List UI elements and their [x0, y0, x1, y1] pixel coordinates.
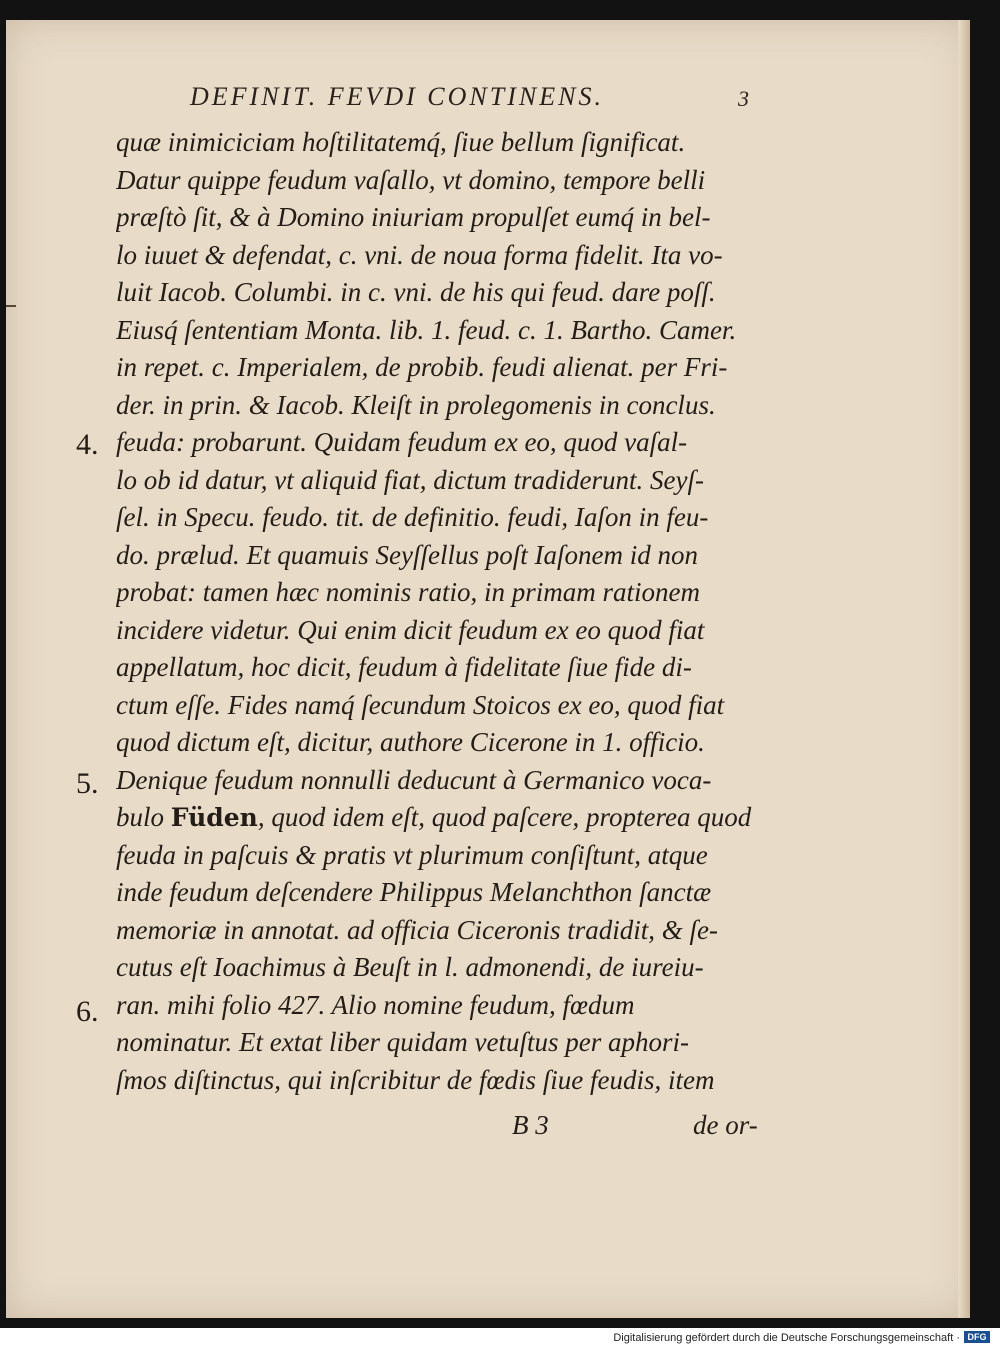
text-line: quæ inimiciciam hoſtilitatemq́, ſiue bellum ſignificat. — [116, 127, 686, 157]
text-line: appellatum, hoc dicit, feudum à fidelitate ſiue fide di- — [116, 652, 692, 682]
dfg-logo: DFG — [964, 1331, 990, 1343]
text-line: incidere videtur. Qui enim dicit feudum ex eo quod fiat — [116, 614, 705, 645]
margin-marker-4: 4. — [76, 428, 99, 461]
page-gutter-shadow — [958, 20, 970, 1318]
text-line-with-gothic — [116, 799, 766, 837]
text-line: lo ob id datur, vt aliquid fiat, dictum tradiderunt. Seyſ- — [116, 464, 704, 495]
text-fragment: , quod idem eſt, quod paſcere, propterea quod — [257, 802, 752, 832]
text-line: probat: tamen hæc nominis ratio, in primam rationem — [116, 577, 700, 607]
page-edge-mark — [6, 305, 16, 307]
running-head: DEFINIT. FEVDI CONTINENS. — [190, 82, 604, 111]
text-line: feuda in paſcuis & pratis vt plurimum conſiſtunt, atque — [116, 839, 708, 870]
text-line: quod dictum eſt, dicitur, authore Cicerone in 1. officio. — [116, 727, 705, 757]
text-line: Denique feudum nonnulli deducunt à Germanico voca- — [116, 764, 712, 795]
text-line: luit Iacob. Columbi. in c. vni. de his qui feud. dare poſſ. — [116, 277, 716, 307]
text-line: in repet. c. Imperialem, de probib. feudi alienat. per Fri- — [116, 352, 728, 382]
text-line: ran. mihi folio 427. Alio nomine feudum, fœdum — [116, 989, 635, 1020]
footer-credit: Digitalisierung gefördert durch die Deutsche Forschungsgemeinschaft · — [613, 1332, 960, 1344]
text-line: Eiusq́ ſententiam Monta. lib. 1. feud. c. 1. Bartho. Camer. — [116, 314, 737, 345]
text-line: ſel. in Specu. feudo. tit. de definitio. feudi, Iaſon in feu- — [116, 502, 709, 532]
gothic-word: Füden — [170, 803, 258, 832]
text-line: lo iuuet & defendat, c. vni. de noua forma fidelit. Ita vo- — [116, 239, 723, 270]
text-line: feuda: probarunt. Quidam feudum ex eo, quod vaſal- — [116, 427, 688, 457]
catchword: de or- — [693, 1110, 758, 1140]
page-number: 3 — [738, 86, 749, 111]
text-line: do. prælud. Et quamuis Seyſſellus poſt Iaſonem id non — [116, 539, 698, 570]
text-line: der. in prin. & Iacob. Kleiſt in prolegomenis in conclus. — [116, 389, 716, 420]
text-line: ſmos diſtinctus, qui inſcribitur de fœdis ſiue feudis, item — [116, 1064, 715, 1095]
margin-marker-6: 6. — [76, 995, 99, 1028]
margin-marker-5: 5. — [76, 767, 99, 800]
text-line: cutus eſt Ioachimus à Beuſt in l. admonendi, de iureiu- — [116, 952, 704, 982]
text-line: inde feudum deſcendere Philippus Melanchthon ſanctæ — [116, 877, 712, 907]
text-line: præſtò ſit, & à Domino iniuriam propulſet eumq́ in bel- — [116, 202, 711, 232]
body-text — [116, 124, 766, 1099]
text-line: Datur quippe feudum vaſallo, vt domino, tempore belli — [116, 164, 706, 195]
text-line: ctum eſſe. Fides namq́ ſecundum Stoicos ex eo, quod fiat — [116, 689, 725, 720]
text-line: memoriæ in annotat. ad officia Ciceronis tradidit, & ſe- — [116, 914, 718, 945]
signature-mark: B 3 — [512, 1110, 549, 1140]
text-fragment: bulo — [116, 802, 171, 832]
text-line: nominatur. Et extat liber quidam vetuſtus per aphori- — [116, 1027, 689, 1057]
